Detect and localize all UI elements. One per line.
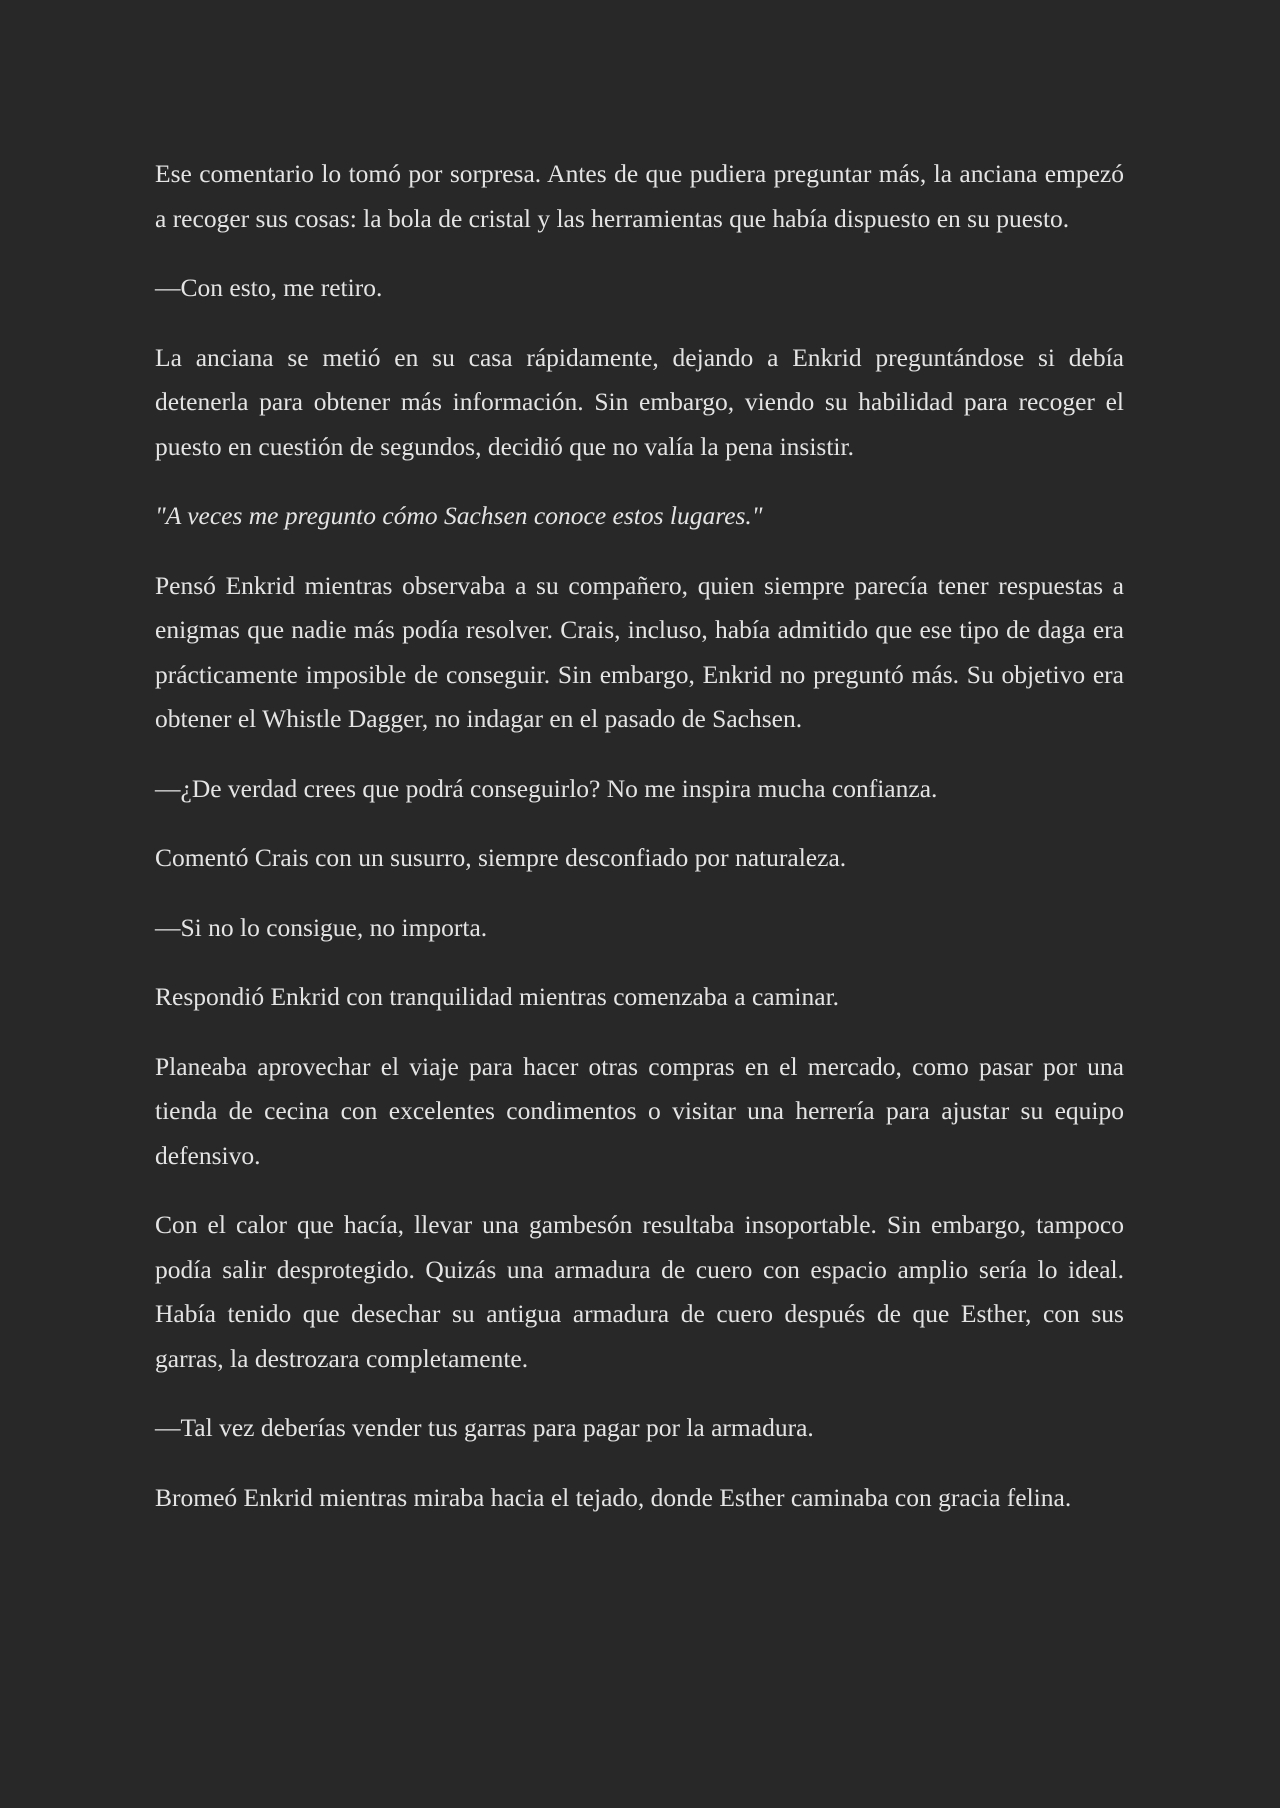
- thought-line: "A veces me pregunto cómo Sachsen conoce estos lugares.": [155, 501, 763, 530]
- paragraph: Con el calor que hacía, llevar una gambesón resultaba insoportable. Sin embargo, tampoco podía salir desprotegido. Quizás una armadura de cuero con espacio amplio sería lo ideal. Había tenido que desechar su antigua armadura de cuero después de que Esther, con sus garras, la destrozara completamente.: [155, 1210, 1124, 1373]
- dialogue-line: —Si no lo consigue, no importa.: [155, 912, 488, 942]
- paragraph: Respondió Enkrid con tranquilidad mientras comenzaba a caminar.: [155, 982, 840, 1011]
- paragraph: Ese comentario lo tomó por sorpresa. Antes de que pudiera preguntar más, la anciana empezó a recoger sus cosas: la bola de cristal y las herramientas que había dispuesto en su puesto.: [155, 159, 1124, 233]
- document-page: [155, 152, 1124, 1545]
- paragraph: Bromeó Enkrid mientras miraba hacia el tejado, donde Esther caminaba con gracia felina.: [155, 1482, 1072, 1512]
- dialogue-line: —Con esto, me retiro.: [155, 273, 383, 302]
- paragraph: La anciana se metió en su casa rápidamente, dejando a Enkrid preguntándose si debía detenerla para obtener más información. Sin embargo, viendo su habilidad para recoger el puesto en cuestión de segundos, decidió que no valía la pena insistir.: [155, 342, 1124, 461]
- paragraph: Pensó Enkrid mientras observaba a su compañero, quien siempre parecía tener respuestas a enigmas que nadie más podía resolver. Crais, incluso, había admitido que ese tipo de daga era prácticamente imposible de conseguir. Sin embargo, Enkrid no preguntó más. Su objetivo era obtener el Whistle Dagger, no indagar en el pasado de Sachsen.: [155, 570, 1124, 733]
- dialogue-line: —Tal vez deberías vender tus garras para pagar por la armadura.: [155, 1413, 814, 1442]
- paragraph: Comentó Crais con un susurro, siempre desconfiado por naturaleza.: [155, 843, 847, 872]
- paragraph: Planeaba aprovechar el viaje para hacer otras compras en el mercado, como pasar por una tienda de cecina con excelentes condimentos o visitar una herrería para ajustar su equipo defensivo.: [155, 1051, 1124, 1170]
- dialogue-line: —¿De verdad crees que podrá conseguirlo? No me inspira mucha confianza.: [155, 773, 938, 803]
